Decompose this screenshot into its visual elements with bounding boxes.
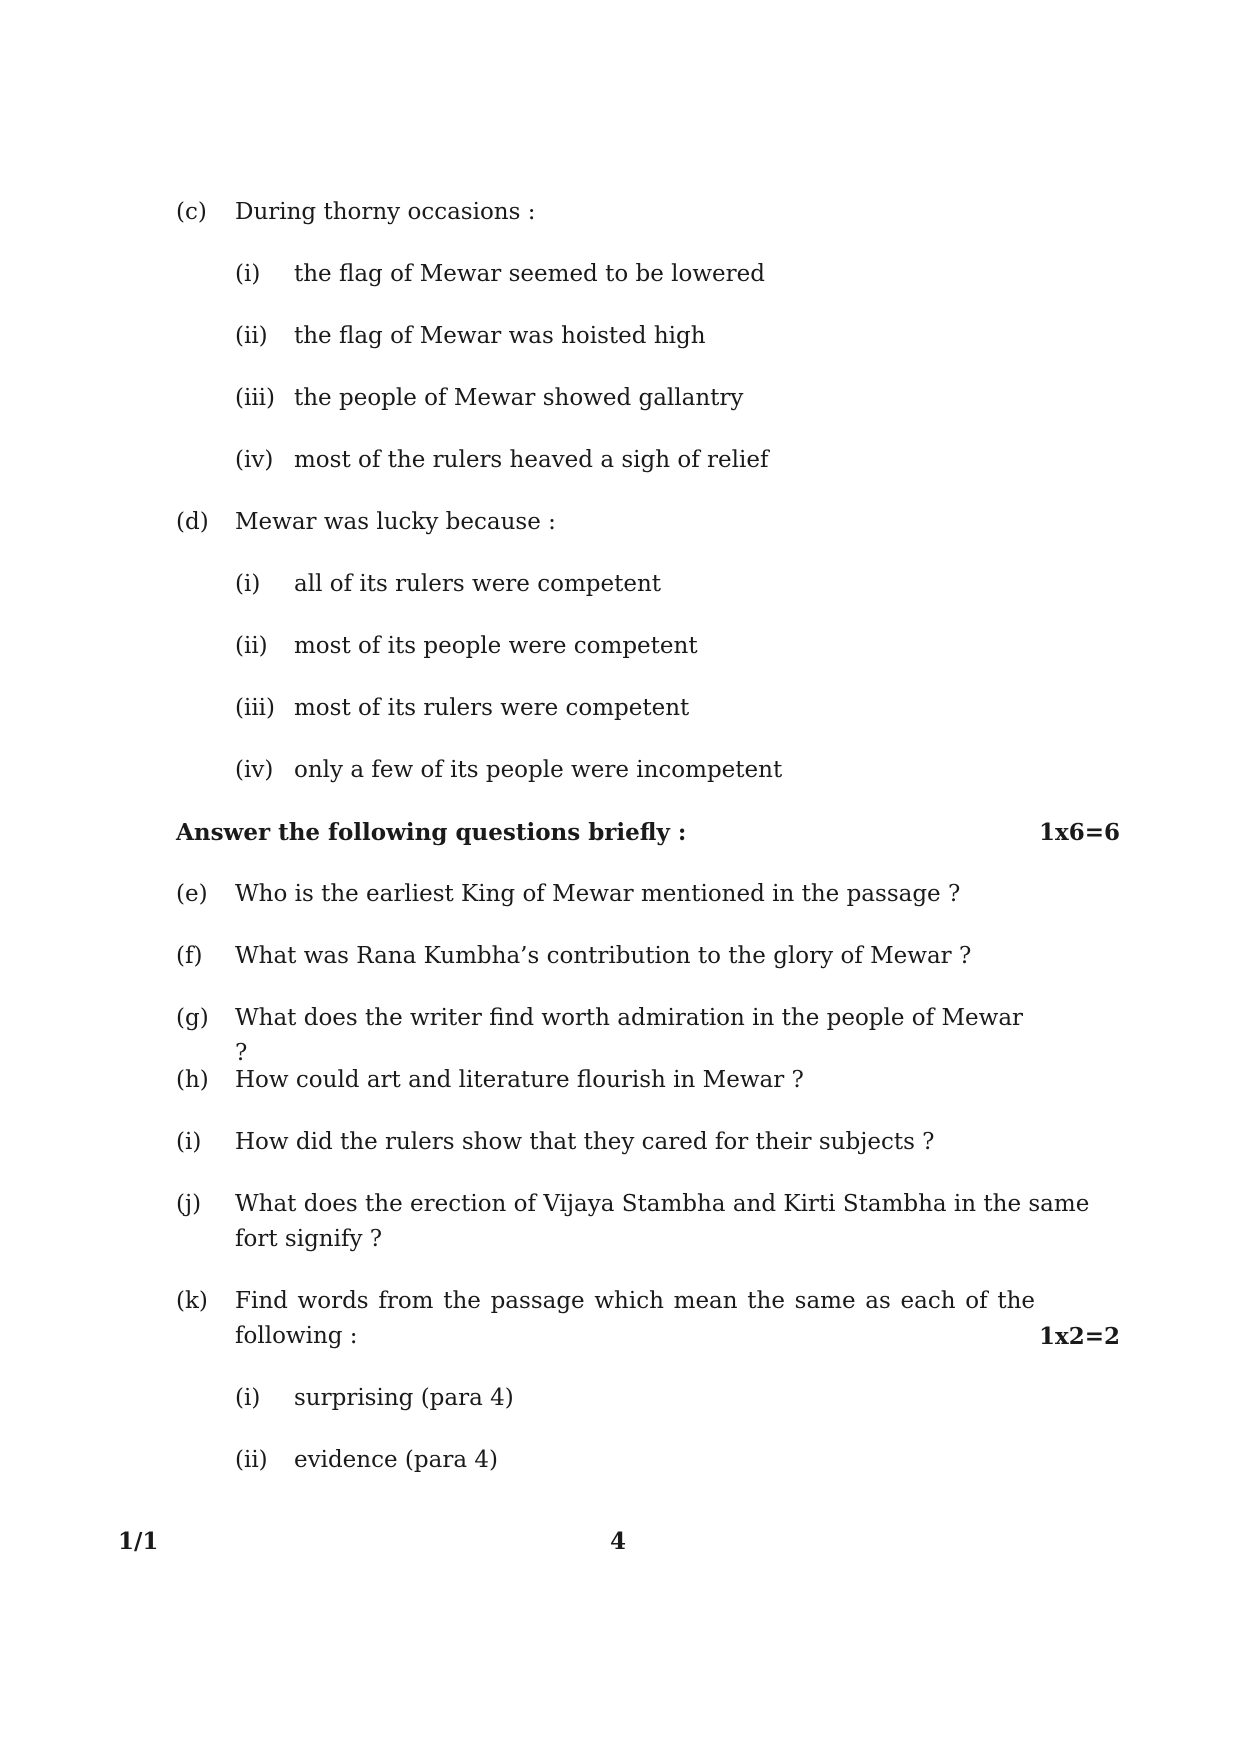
question-label: (g)	[176, 1005, 209, 1031]
option-label: (ii)	[235, 1447, 268, 1473]
question-label: (c)	[176, 199, 207, 225]
option-text: the flag of Mewar was hoisted high	[294, 323, 706, 349]
question-label: (f)	[176, 943, 203, 969]
option-label: (i)	[235, 571, 261, 597]
question-text: What was Rana Kumbha’s contribution to the glory of Mewar ?	[235, 943, 972, 969]
option-text: most of its rulers were competent	[294, 695, 690, 721]
option-label: (ii)	[235, 633, 268, 659]
question-label: (e)	[176, 881, 208, 907]
question-label: (h)	[176, 1067, 209, 1093]
question-k-marks: 1x2=2	[1039, 1323, 1120, 1350]
section-marks: 1x6=6	[1039, 819, 1120, 846]
question-text: During thorny occasions :	[235, 199, 536, 225]
paper-code: 1/1	[118, 1528, 159, 1555]
option-text: the people of Mewar showed gallantry	[294, 385, 744, 411]
option-label: (iv)	[235, 757, 274, 783]
question-label: (d)	[176, 509, 209, 535]
page-number: 4	[610, 1528, 627, 1555]
question-label: (k)	[176, 1288, 208, 1314]
section-heading: Answer the following questions briefly :	[176, 819, 687, 846]
question-text-line1: Find words from the passage which mean the same as each of the	[235, 1288, 1035, 1314]
option-label: (iii)	[235, 695, 276, 721]
option-text: most of the rulers heaved a sigh of relief	[294, 447, 769, 473]
option-text: evidence (para 4)	[294, 1447, 498, 1473]
question-text: What does the writer find worth admiration in the people of Mewar ?	[235, 1005, 1024, 1066]
question-label: (i)	[176, 1129, 202, 1155]
option-text: all of its rulers were competent	[294, 571, 662, 597]
question-text-line1: What does the erection of Vijaya Stambha and Kirti Stambha in the same	[235, 1191, 1090, 1217]
question-text-line2: following :	[235, 1323, 358, 1349]
option-label: (iv)	[235, 447, 274, 473]
option-text: most of its people were competent	[294, 633, 698, 659]
question-text: How did the rulers show that they cared for their subjects ?	[235, 1129, 935, 1155]
question-text-line2: fort signify ?	[235, 1226, 383, 1252]
option-label: (ii)	[235, 323, 268, 349]
question-label: (j)	[176, 1191, 202, 1217]
option-label: (i)	[235, 261, 261, 287]
option-label: (i)	[235, 1385, 261, 1411]
option-text: only a few of its people were incompetent	[294, 757, 783, 783]
option-text: surprising (para 4)	[294, 1385, 514, 1411]
question-text: How could art and literature flourish in Mewar ?	[235, 1067, 804, 1093]
option-label: (iii)	[235, 385, 276, 411]
question-text: Who is the earliest King of Mewar mentioned in the passage ?	[235, 881, 961, 907]
question-text: Mewar was lucky because :	[235, 509, 556, 535]
option-text: the flag of Mewar seemed to be lowered	[294, 261, 765, 287]
